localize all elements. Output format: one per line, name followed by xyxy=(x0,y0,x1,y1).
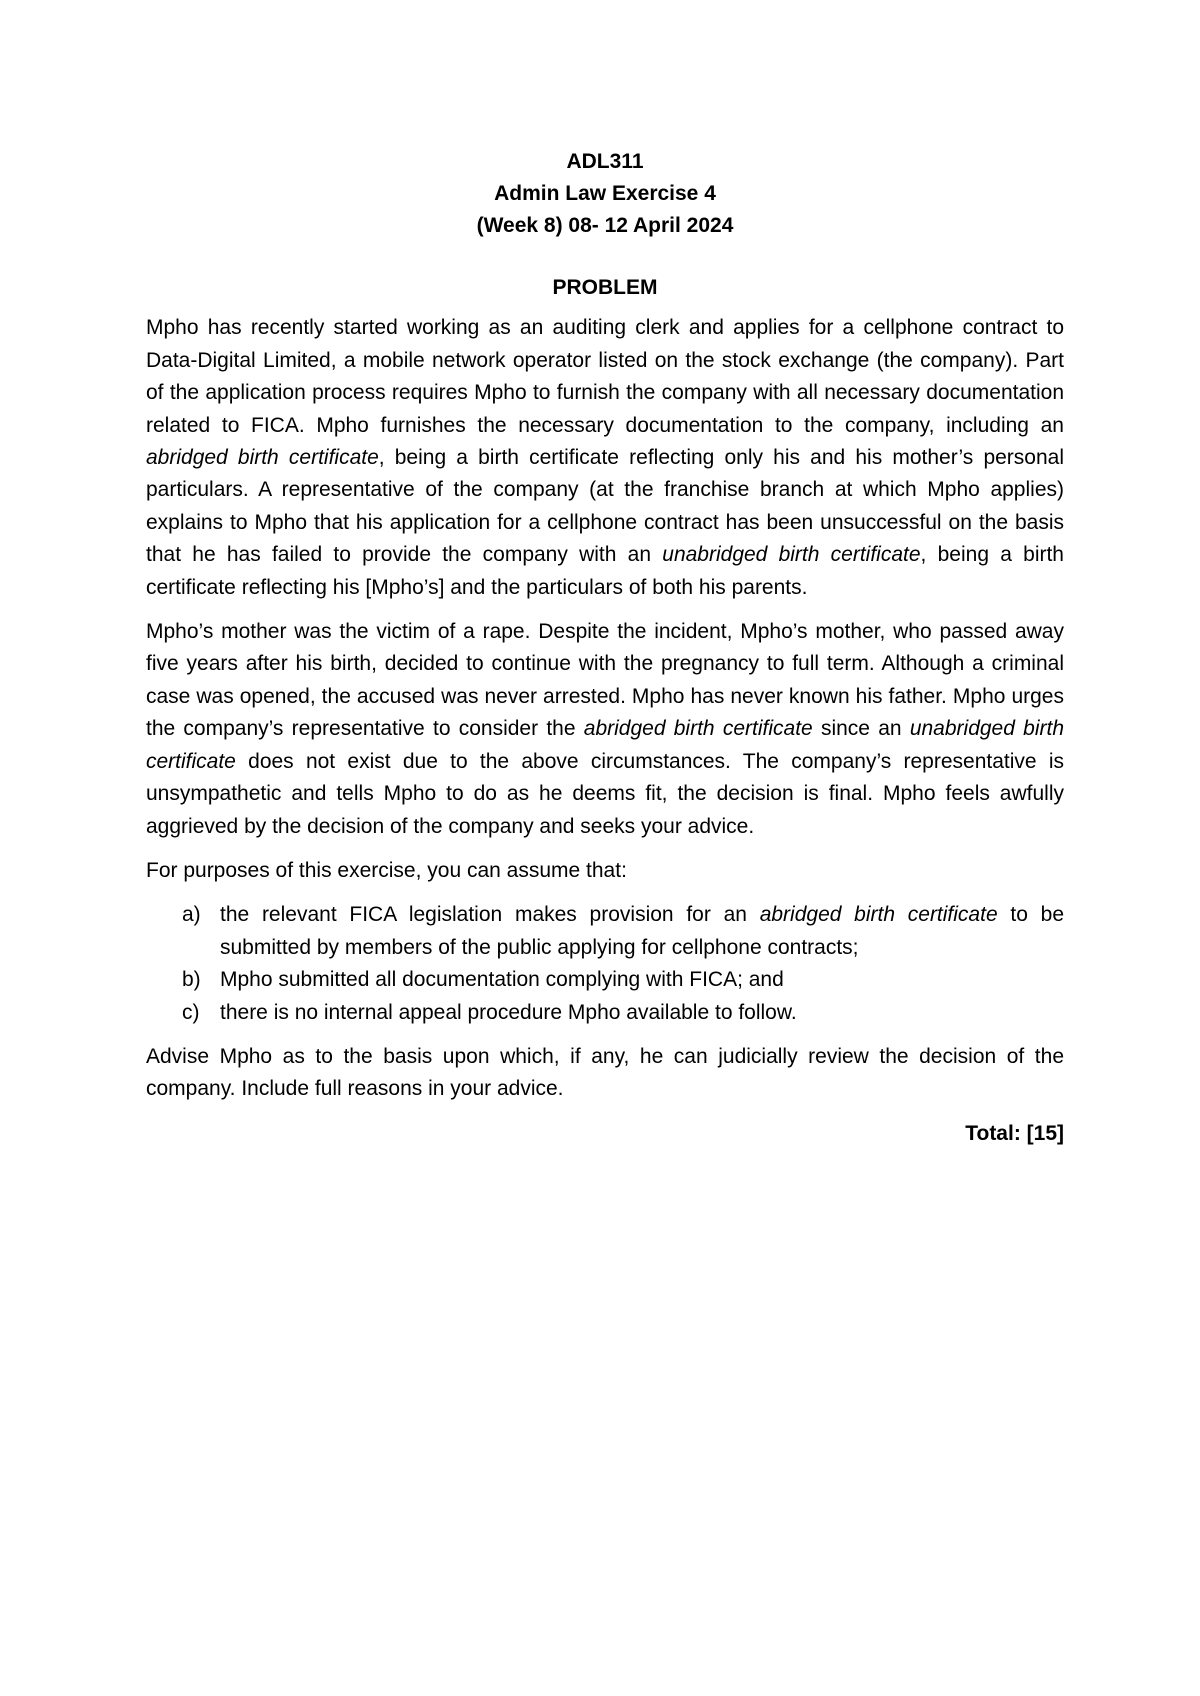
document-page xyxy=(146,146,1064,1150)
text-run: Mpho has recently started working as an auditing clerk and applies for a cellphone contract to Data-Digital Limited, a mobile network operator listed on the stock exchange (the company). Part of the application process requires Mpho to furnish the company with all necessary documentation related to FICA. Mpho furnishes the necessary documentation to the company, including an xyxy=(146,316,1064,437)
total-marks: Total: [15] xyxy=(965,1121,1064,1145)
problem-heading: PROBLEM xyxy=(552,276,658,299)
list-marker: a) xyxy=(182,903,201,927)
course-code: ADL311 xyxy=(566,150,644,173)
italic-term: unabridged birth certificate xyxy=(662,543,921,567)
text-run: to be submitted by members of the public applying for cellphone contracts; xyxy=(220,903,1065,959)
text-run: , being a birth certificate reflecting his [Mpho’s] and the particulars of both his parents. xyxy=(146,543,1064,599)
text-run: since an xyxy=(812,717,910,741)
text-run: , being a birth certificate reflecting only his and his mother’s personal particulars. A representative of the company (at the franchise branch at which Mpho applies) explains to Mpho that his application for a cellphone contract has been unsuccessful on the basis that he has failed to provide the company with an xyxy=(146,446,1065,567)
list-marker: b) xyxy=(182,968,201,992)
exercise-title: Admin Law Exercise 4 xyxy=(494,182,716,205)
assumptions-intro: For purposes of this exercise, you can assume that: xyxy=(146,858,627,882)
document-header xyxy=(146,146,1064,242)
text-run: does not exist due to the above circumstances. The company’s representative is unsympathetic and tells Mpho to do as he deems fit, the decision is final. Mpho feels awfully aggrieved by the decision of the company and seeks your advice. xyxy=(146,749,1064,838)
problem-paragraph-1 xyxy=(146,312,1064,604)
italic-term: unabridged birth certificate xyxy=(146,717,1065,773)
text-run: Mpho’s mother was the victim of a rape. Despite the incident, Mpho’s mother, who passed away five years after his birth, decided to continue with the pregnancy to full term. Although a criminal case was opened, the accused was never arrested. Mpho has never known his father. Mpho urges the company’s representative to consider the xyxy=(146,620,1064,741)
week-dates: (Week 8) 08- 12 April 2024 xyxy=(476,214,734,237)
list-item xyxy=(146,997,1064,1029)
italic-term: abridged birth certificate xyxy=(583,717,813,741)
problem-paragraph-2 xyxy=(146,616,1064,843)
list-item xyxy=(146,899,1064,964)
text-run: there is no internal appeal procedure Mpho available to follow. xyxy=(220,1000,797,1024)
list-item xyxy=(146,964,1064,996)
italic-term: abridged birth certificate xyxy=(146,446,379,470)
assumptions-list xyxy=(146,899,1064,1029)
italic-term: abridged birth certificate xyxy=(759,903,998,927)
list-marker: c) xyxy=(182,1000,200,1024)
text-run: the relevant FICA legislation makes provision for an xyxy=(220,903,760,927)
text-run: Mpho submitted all documentation complying with FICA; and xyxy=(220,968,784,992)
advice-instruction: Advise Mpho as to the basis upon which, if any, he can judicially review the decision of the company. Include full reasons in your advice. xyxy=(146,1044,1064,1101)
